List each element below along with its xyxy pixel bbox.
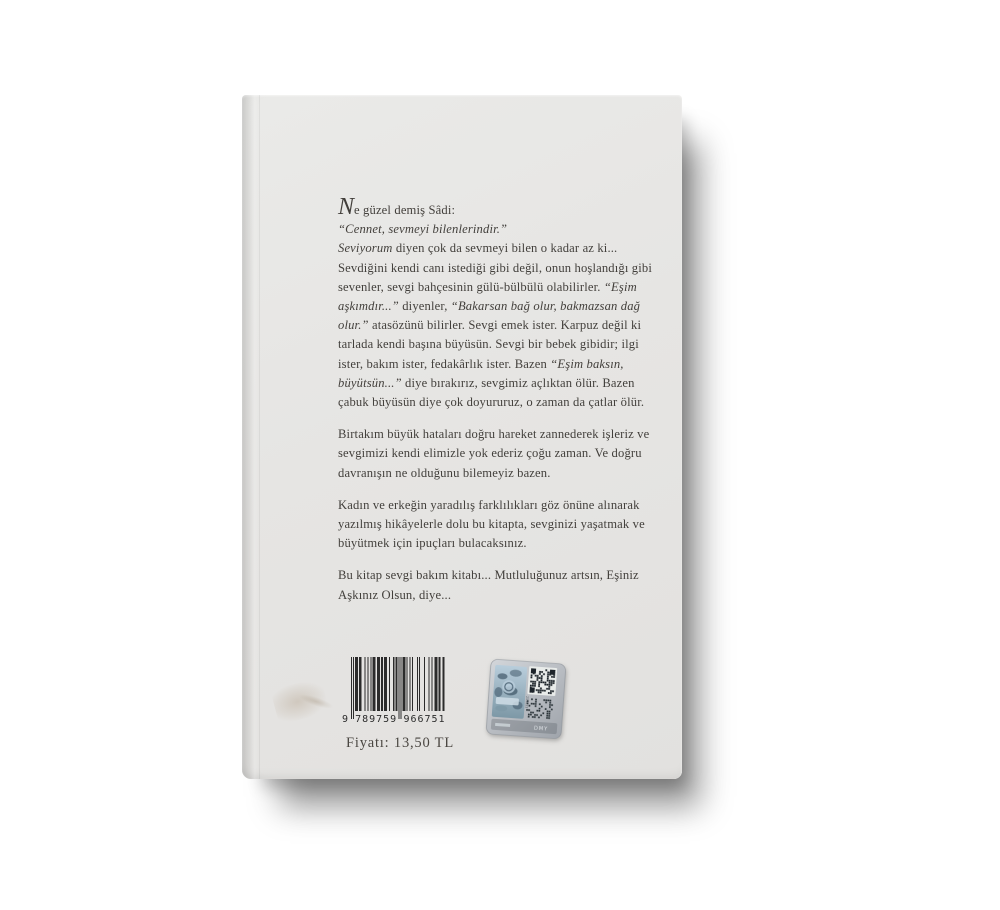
blurb-text-segment: atasözünü bilirler. Sevgi emek ister. Karpuz değil ki tarlada kendi başına büyüsün. Sevgi bir bebek gibidir; ilgi ister, bakım ister, fedakârlık ister. Bazen: [338, 318, 642, 371]
hologram-sticker: [485, 658, 566, 739]
blurb-text-segment: diyen çok da sevmeyi bilen o kadar az ki... Sevdiğini kendi canı istediği gibi değil, onun hoşlandığı gibi sevenler, sevgi bahçesinin gülü-bülbülü olabilirler.: [338, 241, 652, 294]
svg-text:DMY: DMY: [533, 725, 549, 733]
blurb-text-segment: Kadın ve erkeğin yaradılış farklılıkları göz önüne alınarak yazılmış hikâyelerle dolu bu kitapta, sevginizi yaşatmak ve büyütmek için ipuçları bulacaksınız.: [338, 497, 645, 551]
blurb-text: [338, 194, 660, 618]
blurb-text-segment: diye bırakırız, sevgimiz açlıktan ölür. Bazen çabuk büyüsün diye çok doyururuz, o zaman da çatlar ölür.: [338, 375, 645, 410]
blurb-text-segment: Seviyorum: [338, 241, 393, 256]
price-label: Fiyatı: 13,50 TL: [346, 735, 454, 751]
book-back-cover: [242, 95, 682, 779]
barcode-block: [342, 657, 460, 752]
blurb-paragraph: [338, 425, 660, 483]
blurb-paragraph: [338, 496, 660, 554]
blurb-text-segment: Birtakım büyük hataları doğru hareket zannederek işleriz ve sevgimizi kendi elimizle yok ederiz çoğu zaman. Ve doğru davranışın ne olduğunu bilemeyiz bazen.: [338, 427, 650, 480]
blurb-text-segment: Bu kitap sevgi bakım kitabı... Mutluluğunuz artsın, Eşiniz Aşkınız Olsun, diye...: [338, 568, 639, 602]
blurb-paragraph: [338, 566, 660, 604]
hologram-sticker-graphic: [485, 658, 566, 739]
blurb-text-segment: e güzel demiş Sâdi:: [354, 203, 456, 217]
blurb-text-segment: diyenler,: [398, 299, 451, 314]
blurb-text-segment: “Cennet, sevmeyi bilenlerindir.”: [338, 222, 508, 237]
svg-text:253033: 253033: [524, 695, 530, 709]
spine-crease-line: [259, 95, 260, 779]
svg-text:789759: 789759: [355, 714, 397, 725]
blurb-initial-letter: N: [338, 194, 355, 220]
svg-text:966751: 966751: [403, 714, 445, 725]
blurb-text-segment: “Eşim aşkımdır...”: [338, 279, 637, 314]
svg-text:9: 9: [342, 714, 349, 725]
spine-shading: [242, 95, 259, 779]
blurb-text-segment: “Bakarsan bağ olur, bakmazsan dağ olur.”: [338, 299, 641, 333]
barcode: [342, 657, 460, 729]
blurb-paragraph: [338, 194, 660, 412]
blurb-text-segment: “Eşim baksın, büyütsün...”: [338, 356, 624, 390]
